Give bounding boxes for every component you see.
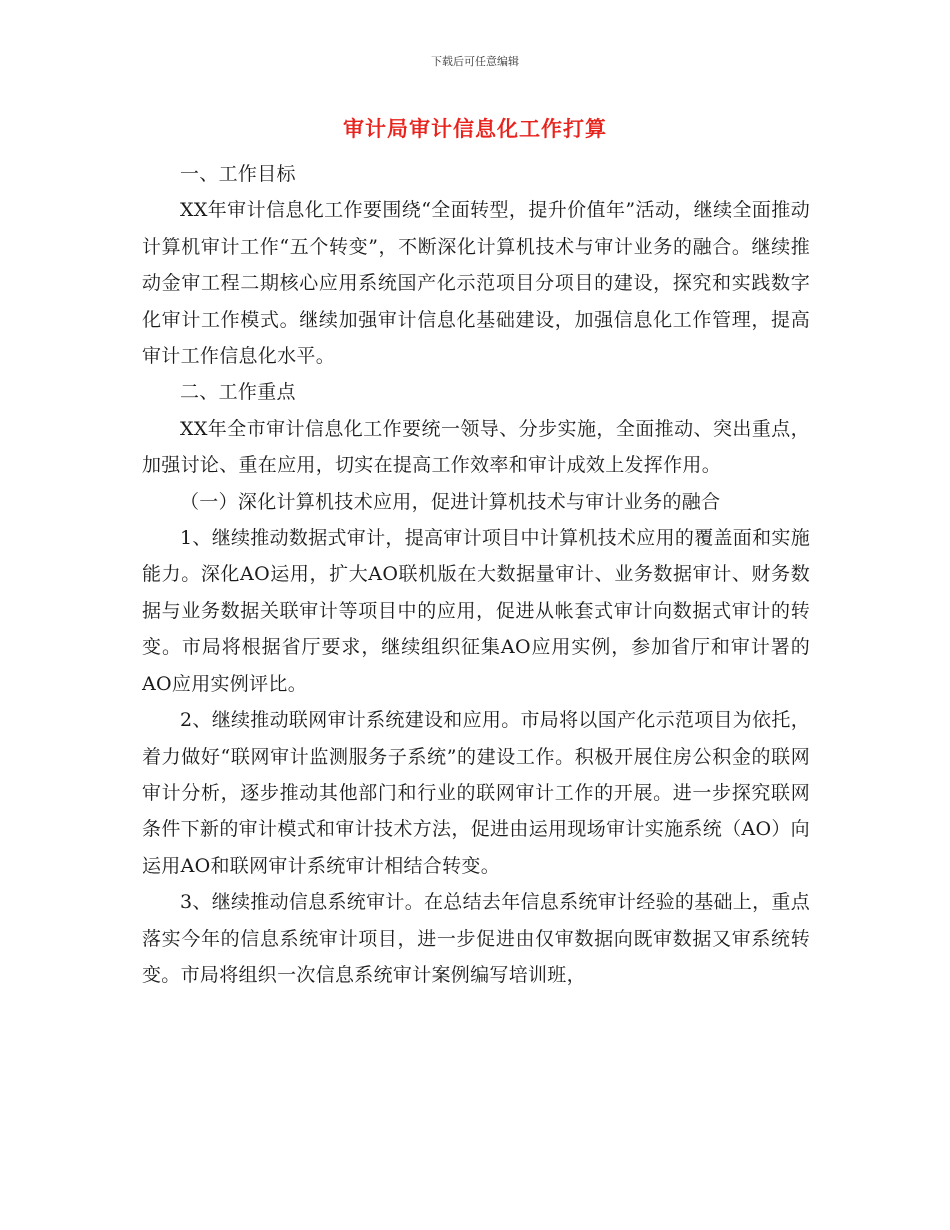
section-heading-focus: 二、工作重点 [180,381,296,404]
paragraph-focus: XX年全市审计信息化工作要统一领导、分步实施，全面推动、突出重点，加强讨论、重在应用，切实在提高工作效率和审计成效上发挥作用。 [142,417,810,477]
paragraph-item-3: 3、继续推动信息系统审计。在总结去年信息系统审计经验的基础上，重点落实今年的信息系统审计项目，进一步促进由仅审数据向既审数据又审系统转变。市局将组织一次信息系统审计案例编写培训班， [142,891,810,986]
paragraph-item-2: 2、继续推动联网审计系统建设和应用。市局将以国产化示范项目为依托，着力做好“联网审计监测服务子系统”的建设工作。积极开展住房公积金的联网审计分析，逐步推动其他部门和行业的联网审计工作的开展。进一步探究联网条件下新的审计模式和审计技术方法，促进由运用现场审计实施系统（AO）向运用AO和联网审计系统审计相结合转变。 [142,709,810,877]
paragraph-goals: XX年审计信息化工作要围绕“全面转型，提升价值年”活动，继续全面推动计算机审计工作“五个转变”，不断深化计算机技术与审计业务的融合。继续推动金审工程二期核心应用系统国产化示范项目分项目的建设，探究和实践数字化审计工作模式。继续加强审计信息化基础建设，加强信息化工作管理，提高审计工作信息化水平。 [142,199,810,368]
document-body [142,156,810,993]
header-note: 下载后可任意编辑 [431,55,519,68]
paragraph-item-1: 1、继续推动数据式审计，提高审计项目中计算机技术应用的覆盖面和实施能力。深化AO运用，扩大AO联机版在大数据量审计、业务数据审计、财务数据与业务数据关联审计等项目中的应用，促进从帐套式审计向数据式审计的转变。市局将根据省厅要求，继续组织征集AO应用实例，参加省厅和审计署的AO应用实例评比。 [142,527,810,695]
subsection-heading-1: （一）深化计算机技术应用，促进计算机技术与审计业务的融合 [180,490,721,513]
section-heading-goals: 一、工作目标 [180,163,296,185]
document-title: 审计局审计信息化工作打算 [343,117,607,141]
